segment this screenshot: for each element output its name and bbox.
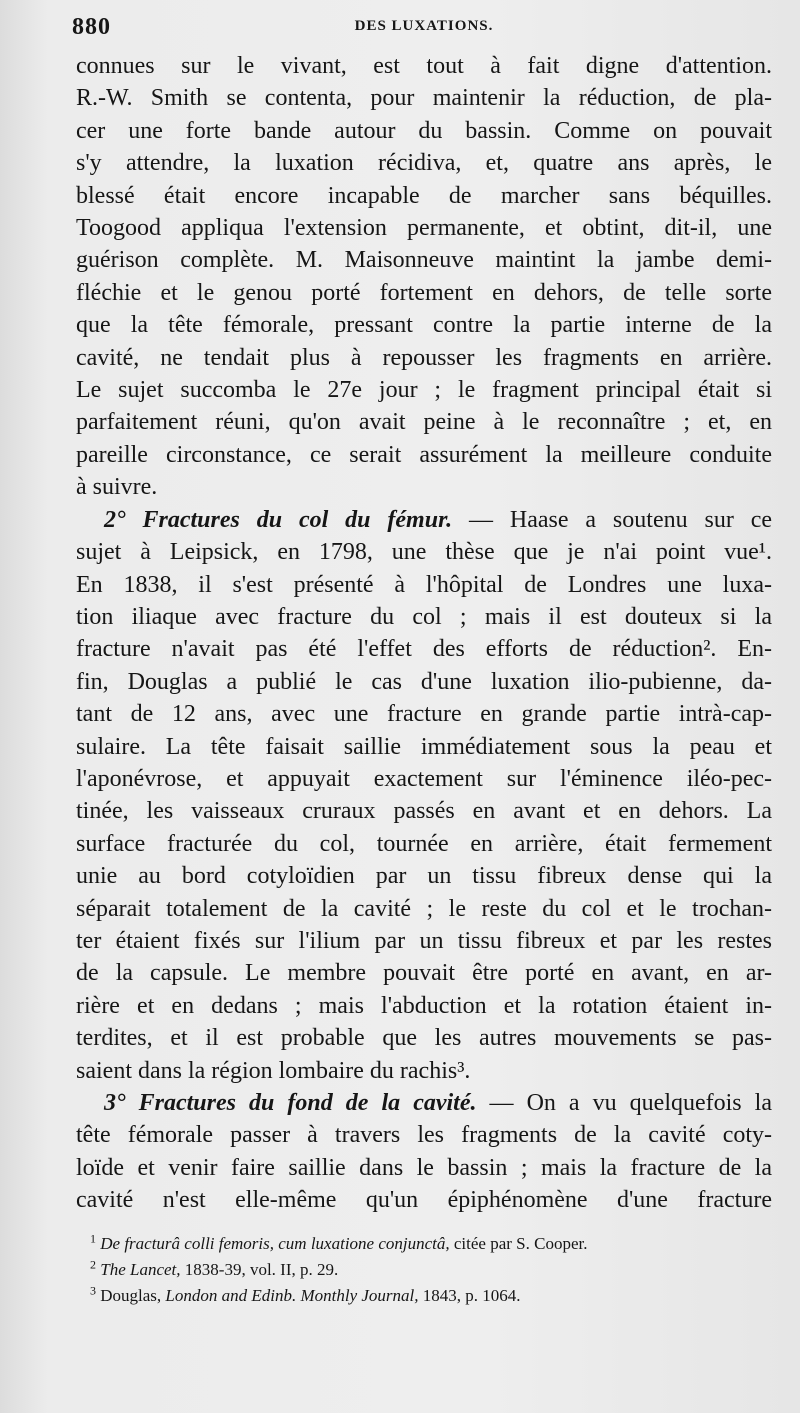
footnote: [90, 1283, 772, 1309]
section-heading-line: [76, 504, 772, 536]
line-text: fléchie et le genou porté fortement en dehors, de telle sorte: [76, 279, 772, 306]
line-text: ter étaient fixés sur l'ilium par un tissu fibreux et par les restes: [76, 927, 772, 954]
line-text: que la tête fémorale, pressant contre la partie interne de la: [76, 312, 772, 339]
text-line: [76, 731, 772, 763]
text-line: [76, 277, 772, 309]
footnote-citation: citée par S. Cooper.: [449, 1233, 588, 1253]
line-text: surface fracturée du col, tournée en arrière, était fermement: [76, 830, 772, 857]
footnote: [90, 1257, 772, 1283]
footnote-marker: 3: [90, 1282, 96, 1297]
line-text: saient dans la région lombaire du rachis³.: [76, 1057, 471, 1084]
line-text: fin, Douglas a publié le cas d'une luxation ilio-pubienne, da-: [76, 668, 772, 695]
footnote-author: Douglas,: [100, 1285, 166, 1305]
line-text: terdites, et il est probable que les autres mouvements se pas-: [76, 1025, 772, 1052]
running-head: DES LUXATIONS.: [354, 18, 494, 34]
section-heading-line: [76, 1087, 772, 1119]
line-text: de la capsule. Le membre pouvait être porté en avant, en ar-: [76, 960, 772, 987]
footnote-title: The Lancet,: [100, 1259, 181, 1279]
footnote-title: London and Edinb. Monthly Journal,: [165, 1285, 419, 1305]
line-text: fracture n'avait pas été l'effet des efforts de réduction². En-: [76, 636, 772, 663]
text-line: [76, 50, 772, 82]
line-text: tinée, les vaisseaux cruraux passés en avant et en dehors. La: [76, 798, 772, 825]
footnote-marker: 2: [90, 1256, 96, 1271]
line-text: sulaire. La tête faisait saillie immédiatement sous la peau et: [76, 733, 772, 760]
text-line: [76, 115, 772, 147]
line-text: En 1838, il s'est présenté à l'hôpital de Londres une luxa-: [76, 571, 772, 598]
text-line: [76, 893, 772, 925]
body-text: [76, 50, 772, 1217]
line-text: l'aponévrose, et appuyait exactement sur l'éminence iléo-pec-: [76, 765, 772, 792]
text-line: [76, 82, 772, 114]
line-text: à suivre.: [76, 474, 158, 501]
line-text: guérison complète. M. Maisonneuve maintint la jambe demi-: [76, 247, 772, 274]
line-text: tion iliaque avec fracture du col ; mais il est douteux si la: [76, 603, 772, 630]
line-text: cavité n'est elle-même qu'un épiphénomène d'une fracture: [76, 1187, 772, 1214]
text-line: [76, 244, 772, 276]
text-line: [76, 439, 772, 471]
text-line: [76, 471, 772, 503]
text-line: [76, 990, 772, 1022]
text-line: [76, 666, 772, 698]
text-line: [76, 569, 772, 601]
text-line: [76, 180, 772, 212]
text-line: [76, 1022, 772, 1054]
text-line: [76, 1119, 772, 1151]
footnote-marker: 1: [90, 1230, 96, 1245]
text-line: [76, 1184, 772, 1216]
line-text: connues sur le vivant, est tout à fait digne d'attention.: [76, 53, 772, 79]
section-heading: 2° Fractures du col du fémur.: [104, 506, 453, 533]
line-text: R.-W. Smith se contenta, pour maintenir la réduction, de pla-: [76, 85, 772, 112]
text-line: [76, 212, 772, 244]
text-line: [76, 536, 772, 568]
text-line: [76, 342, 772, 374]
line-text: tête fémorale passer à travers les fragments de la cavité coty-: [76, 1122, 772, 1149]
text-line: [76, 698, 772, 730]
line-text: cavité, ne tendait plus à repousser les fragments en arrière.: [76, 344, 772, 371]
line-text: sujet à Leipsick, en 1798, une thèse que je n'ai point vue¹.: [76, 539, 772, 566]
page-header: [72, 14, 772, 50]
footnotes: [76, 1231, 772, 1309]
line-text: Toogood appliqua l'extension permanente, et obtint, dit-il, une: [76, 215, 772, 242]
text-line: [76, 633, 772, 665]
section-heading: 3° Fractures du fond de la cavité.: [104, 1090, 477, 1116]
text-line: [76, 860, 772, 892]
page-number: 880: [72, 14, 111, 40]
text-line: [76, 309, 772, 341]
footnote-citation: 1838-39, vol. II, p. 29.: [180, 1259, 339, 1279]
text-line: [76, 828, 772, 860]
line-text: unie au bord cotyloïdien par un tissu fibreux dense qui la: [76, 863, 772, 890]
text-line: [76, 374, 772, 406]
text-line: [76, 1055, 772, 1087]
line-text: — Haase a soutenu sur ce: [452, 506, 773, 533]
line-text: tant de 12 ans, avec une fracture en grande partie intrà-cap-: [76, 701, 772, 728]
text-line: [76, 763, 772, 795]
text-line: [76, 1152, 772, 1184]
footnote-title: De fracturâ colli femoris, cum luxatione conjunctâ,: [100, 1233, 450, 1253]
footnote: [90, 1231, 772, 1257]
text-line: [76, 925, 772, 957]
line-text: cer une forte bande autour du bassin. Comme on pouvait: [76, 117, 772, 144]
line-text: loïde et venir faire saillie dans le bassin ; mais la fracture de la: [76, 1154, 772, 1181]
line-text: séparait totalement de la cavité ; le reste du col et le trochan-: [76, 895, 772, 922]
line-text: — On a vu quelquefois la: [476, 1090, 772, 1116]
line-text: s'y attendre, la luxation récidiva, et, quatre ans après, le: [76, 150, 772, 177]
text-line: [76, 147, 772, 179]
line-text: Le sujet succomba le 27e jour ; le fragment principal était si: [76, 377, 772, 404]
text-line: [76, 795, 772, 827]
line-text: pareille circonstance, ce serait assurément la meilleure conduite: [76, 441, 772, 468]
text-line: [76, 957, 772, 989]
line-text: rière et en dedans ; mais l'abduction et la rotation étaient in-: [76, 992, 772, 1019]
text-line: [76, 601, 772, 633]
footnote-citation: 1843, p. 1064.: [418, 1285, 521, 1305]
line-text: blessé était encore incapable de marcher sans béquilles.: [76, 182, 772, 209]
line-text: parfaitement réuni, qu'on avait peine à le reconnaître ; et, en: [76, 409, 772, 436]
text-line: [76, 406, 772, 438]
